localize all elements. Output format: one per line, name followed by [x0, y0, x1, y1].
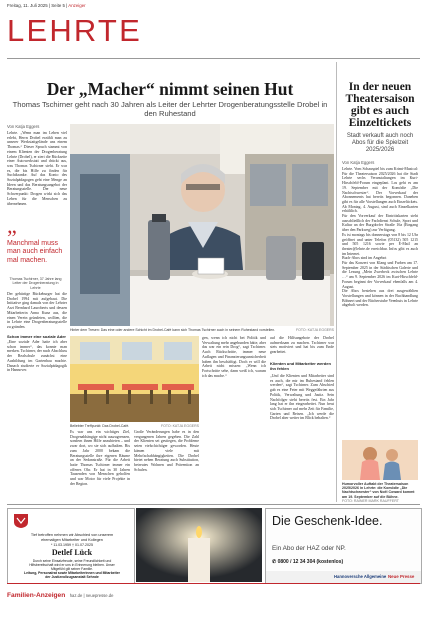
obituary-body: Durch seine Einsatzfreude, seine Freundlichkeit und Hilfsbereitschaft wird er uns in Erinnerung bleiben. Unser Mitgefühl gilt seiner Familie. — [29, 559, 115, 572]
sidebar-text: Lehrte. Vom Schauspiel bis zum Krimi-Musical: Für die Theatersaison 2025/2026 hat die Stadt Lehrte sechs Veranstaltungen im Kurt-Hirschfeld-Forum eingeplant. Los geht es am 19. September mit der Komödie „Die Nachtschwester“. Der Vorverkauf der Abonnements hat bereits begonnen. Daneben gibt es für alle Vorstellungen auch Einzeltickets. Ab Montag, 4. August, sind auch Einzelkarten erhältlich. Für den Vorverkauf der Eintrittskarten steht ausschließlich der Fachdienst Schule, Sport und Kultur an der Burgdorfer Straße 16a (Eingang über den Parkweg) zur Verfügung. Es ist montags bis donnerstags von 8 bis 12 Uhr geöffnet und unter Telefon (05132) 505 1215 und 505 1216 sowie per E-Mail an theater@lehrte.de erreichbar. Infos gibt es auch im Internet. Buch-Abos sind im Angebot Für das Konzert von Klang und Farben am 17. September 2025 in der Städtischen Galerie und die Lesung „Mein Zwerbeck zwischen Lehrte …“ am 9. September 2026 im Kurt-Hirschfeld-Forum beginnt der Vorverkauf ebenfalls am 4. August. Die Abos bestehen aus drei ausgewählten Vorstellungen und können in der Buchhandlung Böhnert und der Bücherstube Veenhuis in Lehrte abgeholt werden. — [342, 167, 418, 308]
obituary-name: Detlef Lück — [51, 548, 93, 557]
section-title: LEHRTE — [7, 13, 142, 48]
footer-site[interactable]: haz.de | neuepresse.de — [69, 593, 114, 598]
article-text-col5: auf die Hilfsangebote der Drobel aufmerksam zu machen. Tschirner war stets motiviert und hat bis zum Ende gearbeitet. — [270, 336, 334, 355]
article-text-col1c: „Eine soziale Ader hatte ich aber schon immer“, das konnte man merken. Tschirner, der nach Abschluss der Realschule zunächst eine Ausbildung im Gartenbau machte. Danach studierte er Sozialpädagogik in Hannover. — [7, 340, 67, 373]
phone-icon: ✆ — [272, 559, 277, 565]
footer — [7, 584, 420, 599]
coat-of-arms-icon — [13, 513, 29, 529]
column-divider — [336, 62, 337, 502]
article-text-col5b: „Und die Klienten und Mitarbeiter sind es auch, die mir im Ruhestand fehlen werden“, sagt Tschirner. Zum Abschied gab es eine Feier mit Weggefährten aus Politik, Verwaltung und Justiz. Sein Nachfolger steht bereits fest. Ein Jahr lang hat er ihn eingearbeitet. Nun freut sich Tschirner auf mehr Zeit für Familie, Garten und Reisen. „Ich werde die Drobel aber weiter im Blick behalten.“ — [270, 374, 334, 421]
dateline: Freitag, 11. Juli 2025 | Seite 5 | Anzeiger — [7, 3, 86, 8]
sidebar-headline: In der neuen Theatersaison gibt es auch Einzeltickets — [345, 81, 415, 129]
obituary-signature: Leitung, Personalrat sowie Mitarbeiterinnen und Mitarbeiter der Justizvollzugsanstalt Sehnde — [24, 571, 120, 580]
haz-logo: Hannoversche Allgemeine — [334, 574, 387, 579]
article-text-col1: Lehrte. „Wenn man im Leben viel erlebt, Herrn Drobel erzählt man zu unserer Werkstattgelände uns einem Thomas.“ Dieser Spruch stammt von einem Klienten der Drogenberatung Lehrte (Drobel), er ziert die Rückseite einer Autowerkstatt und drückt aus, was Thomas Tschirner sieht. Er war es, die bis Hilfe zu finden für Suchtkranke. Auf das Konto des Sozialpädagogen geht eine Menge an Ideen und das Beratungsangebot der Beratungsstelle. Der neue Schwerpunkt: Drogen wirkt sich das Leben für die Menschen zu übernehmen. — [7, 131, 67, 206]
obituary-ad — [7, 508, 135, 584]
article-text-col4: gen, wenn ich nicht bei Politik und Verwaltung mehr angebunden hätte, aber das war ein rein Drog“, sagt Tschirner. Auch Rückschritte, immer neue Auflagen und Finanzierungsunsicherheit haben ihn beschäftigt. Doch er will die Arbeit nicht missen: „Wenn ich Fortschritte sehe, dann weiß ich, warum ich das mache.“ — [202, 336, 266, 378]
sidebar-subhead: Stadt verkauft auch noch Abos für die Spielzeit 2025/2026 — [346, 133, 414, 153]
cafe-photo — [70, 336, 199, 422]
article-text-col3: Große Veränderungen habe es in den vergangenen Jahren gegeben. Die Zahl der Klienten sei gestiegen, die Probleme seien vielschichtiger geworden. Heute kämen viele mit Mehrfachabhängigkeiten. Die Drobel bietet neben Beratung auch Substitution, betreutes Wohnen und Prävention an Schulen. — [134, 430, 199, 472]
sidebar-photo-caption: Humorvoller Auftakt der Theatersaison 2025/2026 in Lehrte: die Komödie „Die Nachtschwester“ von Noël Coward kommt am 19. September auf die Bühne. FOTO: RAINER MARK RAUFFERT — [342, 482, 415, 503]
article-subhead: Thomas Tschirner geht nach 30 Jahren als Leiter der Lehrter Drogenberatungsstelle Drobel in den Ruhestand — [12, 100, 328, 118]
cafe-photo-caption: Beliebter Treffpunkt: Das Drobel-Café. FOTO: KATJA EGGERS — [70, 424, 199, 428]
main-photo — [70, 124, 334, 326]
candle-photo — [136, 508, 262, 582]
promo-subtitle: Ein Abo der HAZ oder NP. — [272, 545, 346, 552]
np-logo: Neue Presse — [388, 574, 415, 579]
sidebar-byline: Von Katja Eggers — [342, 160, 375, 165]
article-headline: Der „Macher“ nimmt seinen Hut — [46, 79, 294, 99]
obituary-intro: Tief betroffen nehmen wir Abschied von unserem ehemaligen Mitarbeiter und Kollegen — [30, 533, 114, 542]
pull-quote: Manchmal muss man auch einfach mal machen. — [7, 240, 63, 264]
pull-quote-source: Thomas Tschirner, 37 Jahre lang Leiter der Drogenberatung in Lehrte — [9, 277, 62, 290]
subscription-ad[interactable] — [265, 508, 422, 584]
ads-rule — [7, 504, 420, 505]
footer-label: Familien-Anzeigen — [7, 592, 66, 599]
quote-mark-icon: ” — [7, 225, 17, 250]
article-byline: Von Katja Eggers — [7, 124, 40, 129]
subheading-3: Klienten und Mitarbeiter werden ihn fehlen — [270, 361, 331, 371]
main-photo-caption: Hinter dem Tresen: Das eine oder andere Schicht im Drobel-Café kann sich Thomas Tschirner auch in seinem Ruhestand vorstellen. FOTO: KATJA EGGERS — [70, 328, 334, 332]
sidebar-photo — [342, 440, 418, 480]
article-text-col2: Es war uns ein wichtiges Ziel, Drogenabhängige nicht auszugrenzen, sondern ihnen Hilfe anzubieten – und zwar dort, wo sie sich aufhalten. Bis zum Jahr 2000 bekam die Beratungsstelle ihre eigenen Räume an der Sedanstraße. Für die Arbeit hatte Thomas Tschirner immer ein offenes Ohr. Er hat in 30 Jahren Tausenden von Menschen geholfen und war Motor für viele Projekte in der Region. — [70, 430, 130, 486]
promo-phone: ✆ 0800 / 12 34 304 (kostenlos) — [272, 559, 344, 565]
obituary-dates: * 11.03.1959 † 01.07.2025 — [50, 543, 94, 547]
subheading-1: Schon immer eine soziale Ader — [7, 334, 66, 339]
article-text-col1b: Der gebürtige Bückeburger hat die Drobel 1994 mit aufgebaut. Die Initiative ging damals von der Lehrter Arzt Bernhard Lauroberts und dessen Mitarbeiterin Anna Kunz aus, die einen Verein gründeten, wollten, die in Lehrte eine Drogenberatungsstelle zu gründen. — [7, 292, 67, 329]
promo-title: Die Geschenk-Idee. — [272, 514, 383, 528]
promo-logo-bar — [266, 571, 421, 583]
header-rule — [7, 58, 420, 59]
